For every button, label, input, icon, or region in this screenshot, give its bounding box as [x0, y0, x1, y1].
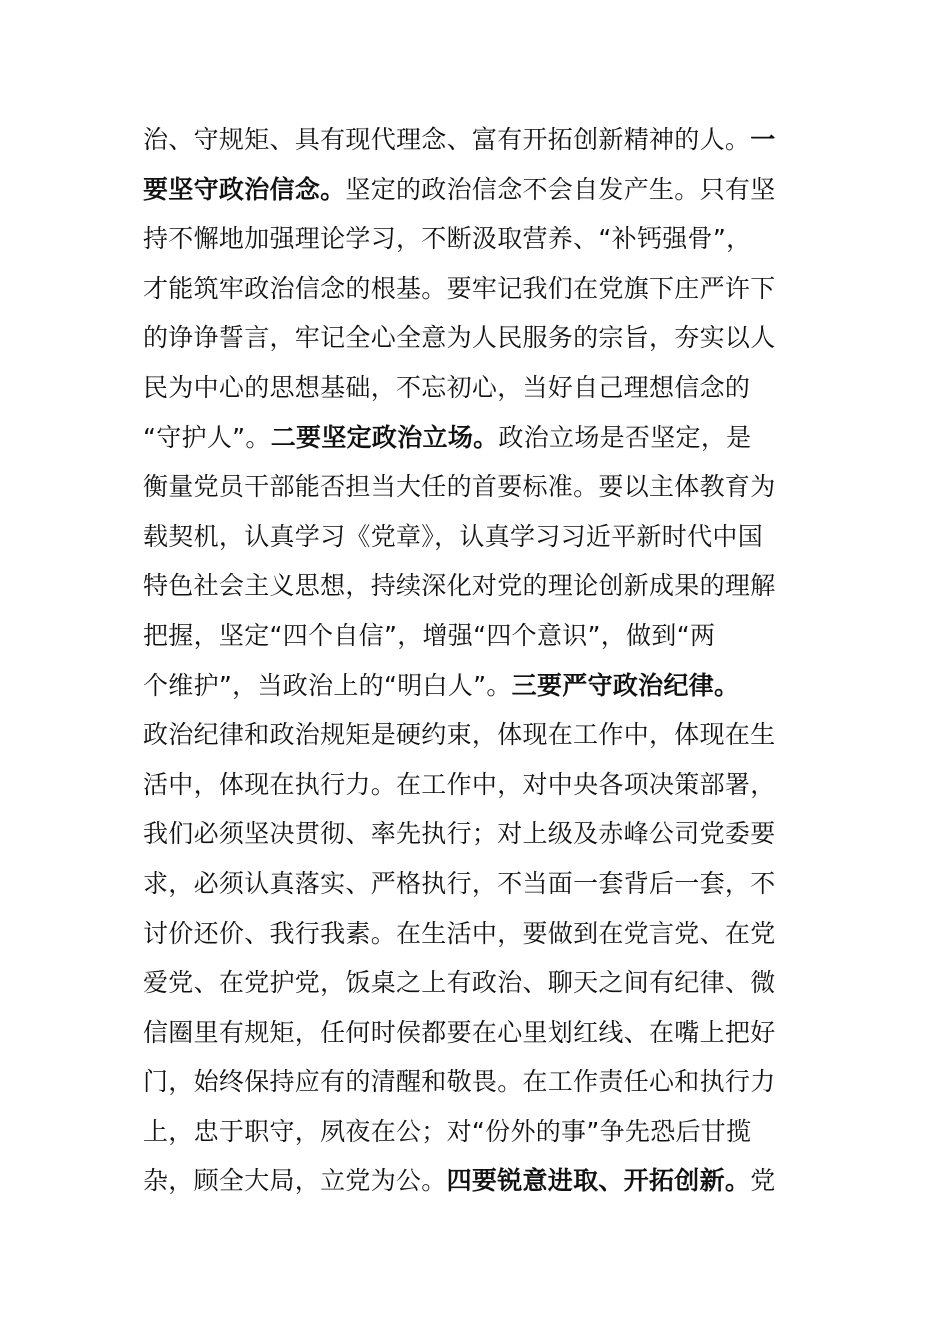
text-run: 治、守规矩、具有现代理念、富有开拓创新精神的人。 [143, 125, 751, 154]
bold-heading-text: 四要锐意进取、开拓创新。 [446, 1166, 751, 1196]
text-line [143, 561, 823, 611]
text-line [143, 462, 823, 512]
text-run: 政治纪律和政治规矩是硬约束，体现在工作中，体现在生 [143, 720, 776, 750]
text-line [143, 611, 823, 661]
text-run: 载契机，认真学习《党章》，认真学习习近平新时代中国 [143, 521, 764, 551]
text-line [143, 165, 823, 215]
text-line [143, 264, 823, 314]
text-run: 上，忠于职守，夙夜在公；对“份外的事”争先恐后甘揽 [143, 1116, 752, 1146]
text-run: 个维护”，当政治上的“明白人”。 [143, 670, 512, 700]
text-line [143, 115, 823, 165]
bold-heading-text: 要坚守政治信念。 [143, 174, 346, 204]
text-line [143, 958, 823, 1008]
text-line [143, 413, 823, 463]
text-line [143, 859, 823, 909]
text-run: 信圈里有规矩，任何时侯都要在心里划红线、在嘴上把好 [143, 1017, 776, 1047]
text-run: 民为中心的思想基础，不忘初心，当好自己理想信念的 [143, 372, 751, 402]
text-run: 衡量党员干部能否担当大任的首要标准。要以主体教育为 [143, 472, 776, 502]
text-line [143, 512, 823, 562]
text-run: 党 [750, 1166, 776, 1196]
text-run: 求，必须认真落实、严格执行，不当面一套背后一套，不 [143, 868, 776, 898]
text-line [143, 363, 823, 413]
text-run: 讨价还价、我行我素。在生活中，要做到在党言党、在党 [143, 918, 776, 948]
text-run: 活中，体现在执行力。在工作中，对中央各项决策部署， [143, 769, 776, 799]
text-run: 的诤诤誓言，牢记全心全意为人民服务的宗旨，夯实以人 [143, 323, 776, 353]
text-line [143, 809, 823, 859]
text-run: “守护人”。 [143, 422, 271, 452]
text-run: 我们必须坚决贯彻、率先执行；对上级及赤峰公司党委要 [143, 819, 776, 849]
text-run: 政治立场是否坚定，是 [498, 422, 752, 452]
bold-heading-text: 二要坚定政治立场。 [270, 422, 499, 452]
text-run: 杂，顾全大局，立党为公。 [143, 1166, 447, 1196]
bold-heading-text: 一 [750, 125, 776, 154]
text-run: 门，始终保持应有的清醒和敬畏。在工作责任心和执行力 [143, 1067, 776, 1097]
text-line [143, 661, 823, 711]
text-line [143, 1008, 823, 1058]
text-line [143, 214, 823, 264]
text-run: 坚定的政治信念不会自发产生。只有坚 [345, 174, 776, 204]
text-line [143, 1156, 823, 1206]
text-run: 把握，坚定“四个自信”，增强“四个意识”，做到“两 [143, 620, 716, 650]
text-line [143, 313, 823, 363]
text-run: 持不懈地加强理论学习，不断汲取营养、“补钙强骨”， [143, 224, 752, 254]
text-line [143, 760, 823, 810]
text-run: 爱党、在党护党，饭桌之上有政治、聊天之间有纪律、微 [143, 968, 776, 998]
text-line [143, 1107, 823, 1157]
text-run: 特色社会主义思想，持续深化对党的理论创新成果的理解 [143, 571, 776, 601]
bold-heading-text: 三要严守政治纪律。 [511, 670, 740, 700]
text-line [143, 710, 823, 760]
text-line [143, 1057, 823, 1107]
body-text [143, 115, 823, 1206]
text-line [143, 909, 823, 959]
text-run: 才能筑牢政治信念的根基。要牢记我们在党旗下庄严许下 [143, 273, 776, 303]
